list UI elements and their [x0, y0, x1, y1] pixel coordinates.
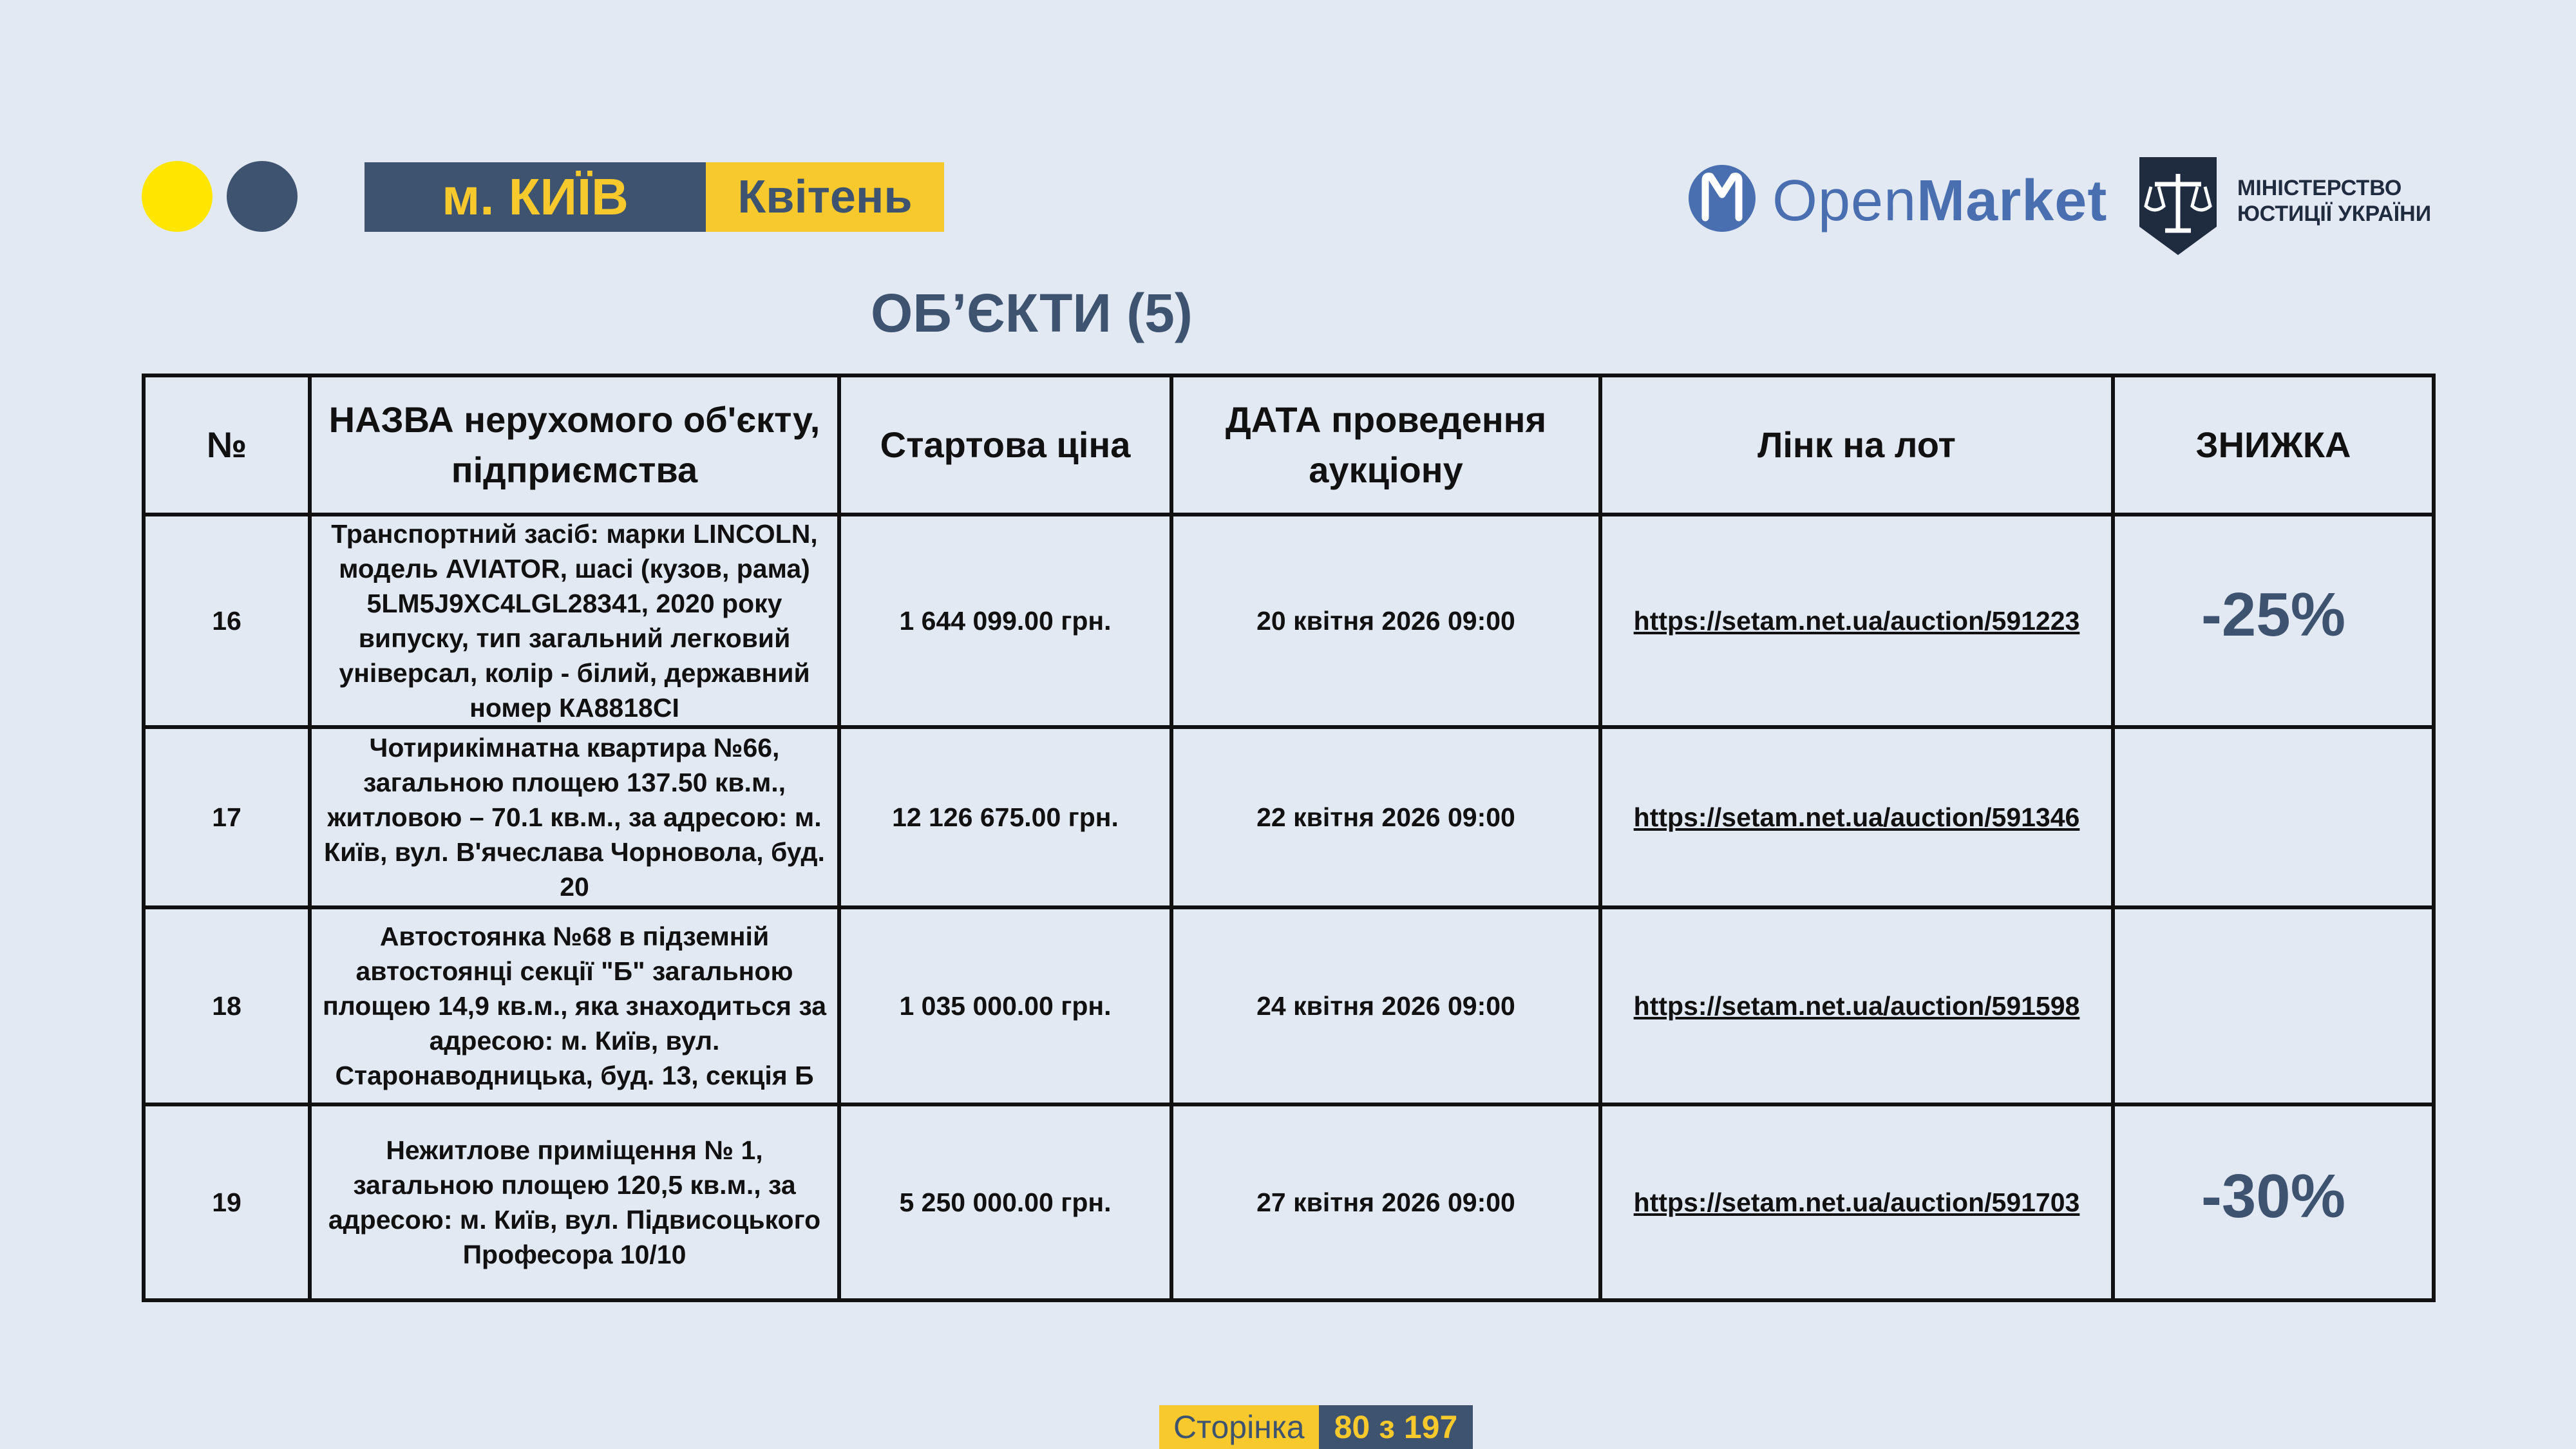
table-row [144, 1104, 2434, 1300]
header-link: Лінк на лот [1600, 375, 2113, 515]
lot-link[interactable]: https://setam.net.ua/auction/591703 [1633, 1188, 2080, 1217]
header-name: НАЗВА нерухомого об'єкту, підприємства [310, 375, 839, 515]
row-date: 22 квітня 2026 09:00 [1171, 727, 1600, 907]
page-title: ОБ’ЄКТИ (5) [871, 283, 1193, 343]
row-name: Нежитлове приміщення № 1, загальною площею 120,5 кв.м., за адресою: м. Київ, вул. Підвисоцького Професора 10/10 [310, 1104, 839, 1300]
row-price: 12 126 675.00 грн. [839, 727, 1171, 907]
navy-dot [227, 161, 298, 232]
page-label: Сторінка [1159, 1405, 1319, 1449]
yellow-dot [142, 161, 213, 232]
row-price: 5 250 000.00 грн. [839, 1104, 1171, 1300]
header-price: Стартова ціна [839, 375, 1171, 515]
table-row [144, 907, 2434, 1104]
lot-link[interactable]: https://setam.net.ua/auction/591223 [1633, 606, 2080, 636]
ministry-line-1: МІНІСТЕРСТВО [2237, 176, 2402, 200]
row-link-cell [1600, 515, 2113, 727]
objects-table [142, 374, 2436, 1302]
openmarket-logo-text: OpenMarket [1772, 169, 2108, 233]
discount-value: -25% [2201, 580, 2346, 649]
month-badge: Квітень [706, 162, 944, 232]
openmarket-m-icon [1686, 161, 1758, 236]
header-discount: ЗНИЖКА [2113, 375, 2434, 515]
row-number: 19 [144, 1104, 310, 1300]
table-header-row [144, 375, 2434, 515]
row-name: Чотирикімнатна квартира №66, загальною площею 137.50 кв.м., житловою – 70.1 кв.м., за адресою: м. Київ, вул. В'ячеслава Чорновола, буд. 20 [310, 727, 839, 907]
row-name: Транспортний засіб: марки LINCOLN, модель AVIATOR, шасі (кузов, рама) 5LM5J9XC4LGL28341, 2020 року випуску, тип загальний легковий універсал, колір - білий, державний номер КА8818СІ [310, 515, 839, 727]
table-row [144, 515, 2434, 727]
city-badge: м. КИЇВ [365, 162, 706, 232]
row-discount-cell [2113, 515, 2434, 727]
lot-link[interactable]: https://setam.net.ua/auction/591598 [1633, 991, 2080, 1021]
row-link-cell [1600, 1104, 2113, 1300]
header-number: № [144, 375, 310, 515]
row-link-cell [1600, 727, 2113, 907]
header-date: ДАТА проведення аукціону [1171, 375, 1600, 515]
row-link-cell [1600, 907, 2113, 1104]
row-date: 24 квітня 2026 09:00 [1171, 907, 1600, 1104]
lot-link[interactable]: https://setam.net.ua/auction/591346 [1633, 802, 2080, 832]
row-discount-cell [2113, 1104, 2434, 1300]
discount-value: -30% [2201, 1162, 2346, 1231]
row-price: 1 644 099.00 грн. [839, 515, 1171, 727]
row-discount-cell [2113, 907, 2434, 1104]
row-price: 1 035 000.00 грн. [839, 907, 1171, 1104]
row-date: 20 квітня 2026 09:00 [1171, 515, 1600, 727]
ministry-line-2: ЮСТИЦІЇ УКРАЇНИ [2237, 202, 2432, 226]
ministry-logo-text [2237, 175, 2431, 227]
row-number: 18 [144, 907, 310, 1104]
row-number: 16 [144, 515, 310, 727]
row-name: Автостоянка №68 в підземній автостоянці секції "Б" загальною площею 14,9 кв.м., яка знаходиться за адресою: м. Київ, вул. Старонаводницька, буд. 13, секція Б [310, 907, 839, 1104]
row-date: 27 квітня 2026 09:00 [1171, 1104, 1600, 1300]
row-number: 17 [144, 727, 310, 907]
page-indicator [1159, 1405, 1473, 1449]
row-discount-cell [2113, 727, 2434, 907]
scales-shield-icon [2137, 155, 2219, 258]
table-row [144, 727, 2434, 907]
page-number: 80 з 197 [1319, 1405, 1473, 1449]
